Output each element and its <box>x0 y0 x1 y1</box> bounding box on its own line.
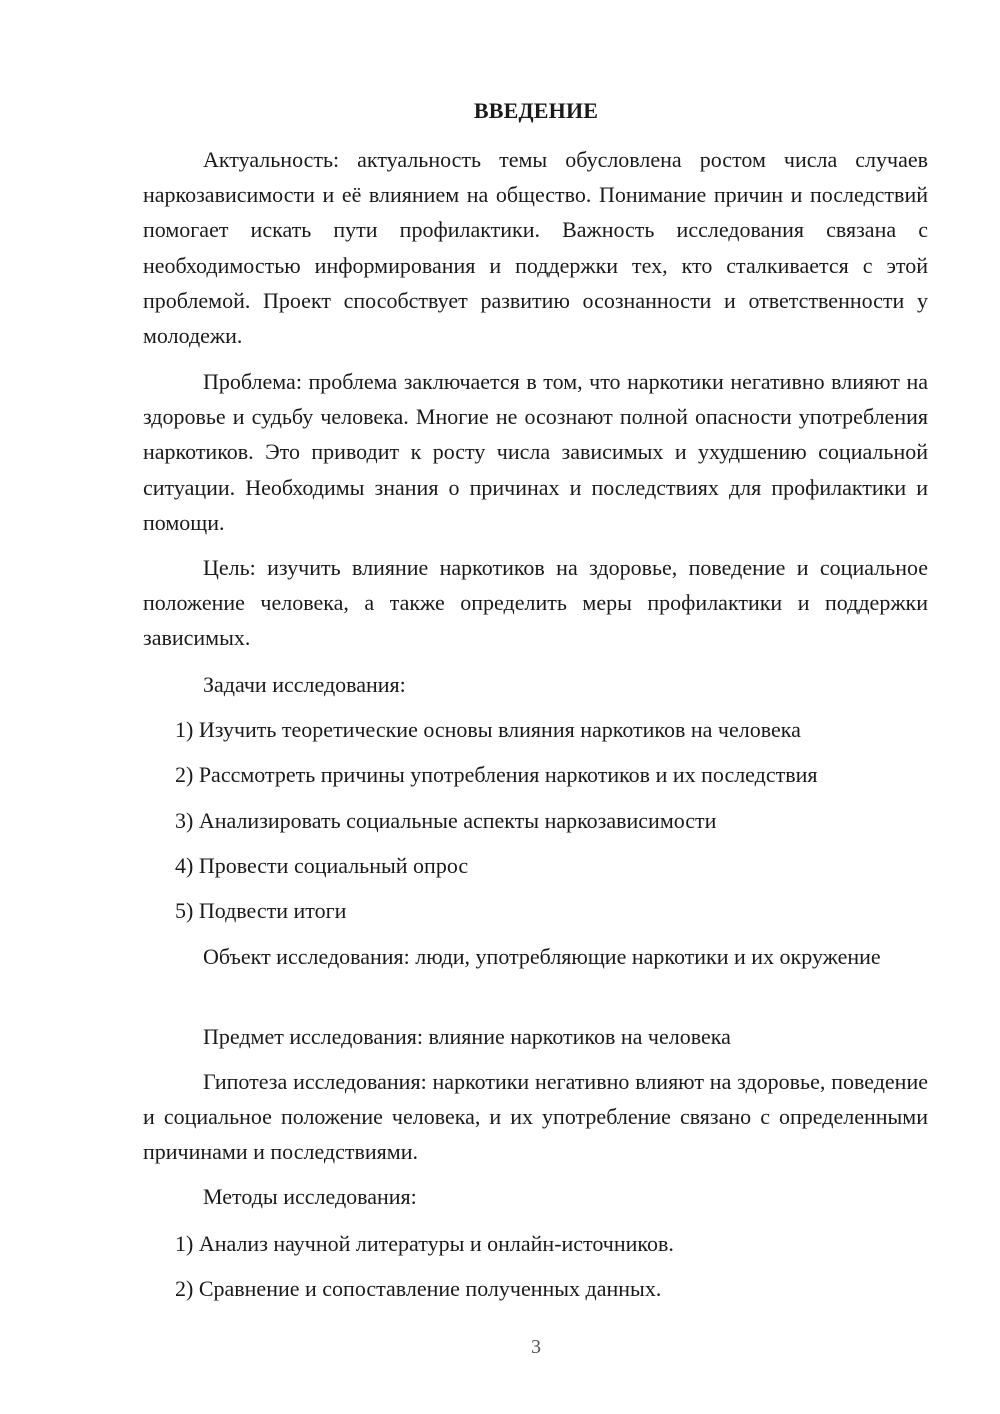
method-item: 1) Анализ научной литературы и онлайн-источников. <box>175 1231 674 1256</box>
task-item: 1) Изучить теоретические основы влияния наркотиков на человека <box>175 717 801 742</box>
methods-heading: Методы исследования: <box>203 1184 417 1209</box>
task-item: 3) Анализировать социальные аспекты наркозависимости <box>175 808 717 833</box>
problem-paragraph: Проблема: проблема заключается в том, что наркотики негативно влияют на здоровье и судьбу человека. Многие не осознают полной опасности употребления наркотиков. Это приводит к росту числа зависимых и ухудшению социальной ситуации. Необходимы знания о причинах и последствиях для профилактики и помощи. <box>143 369 928 535</box>
page-number: 3 <box>531 1336 541 1358</box>
page-title: ВВЕДЕНИЕ <box>473 98 599 123</box>
subject-paragraph: Предмет исследования: влияние наркотиков на человека <box>203 1024 731 1049</box>
task-item: 2) Рассмотреть причины употребления наркотиков и их последствия <box>175 762 818 787</box>
tasks-heading: Задачи исследования: <box>203 672 406 697</box>
goal-paragraph: Цель: изучить влияние наркотиков на здоровье, поведение и социальное положение человека, а также определить меры профилактики и поддержки зависимых. <box>143 555 928 651</box>
task-item: 4) Провести социальный опрос <box>175 853 469 878</box>
object-paragraph: Объект исследования: люди, употребляющие наркотики и их окружение <box>203 944 881 969</box>
method-item: 2) Сравнение и сопоставление полученных данных. <box>175 1276 662 1301</box>
hypothesis-paragraph: Гипотеза исследования: наркотики негативно влияют на здоровье, поведение и социальное положение человека, и их употребление связано с определенными причинами и последствиями. <box>143 1069 928 1165</box>
relevance-paragraph: Актуальность: актуальность темы обусловлена ростом числа случаев наркозависимости и её влиянием на общество. Понимание причин и последствий помогает искать пути профилактики. Важность исследования связана с необходимостью информирования и поддержки тех, кто сталкивается с этой проблемой. Проект способствует развитию осознанности и ответственности у молодежи. <box>143 147 928 349</box>
task-item: 5) Подвести итоги <box>175 898 347 923</box>
